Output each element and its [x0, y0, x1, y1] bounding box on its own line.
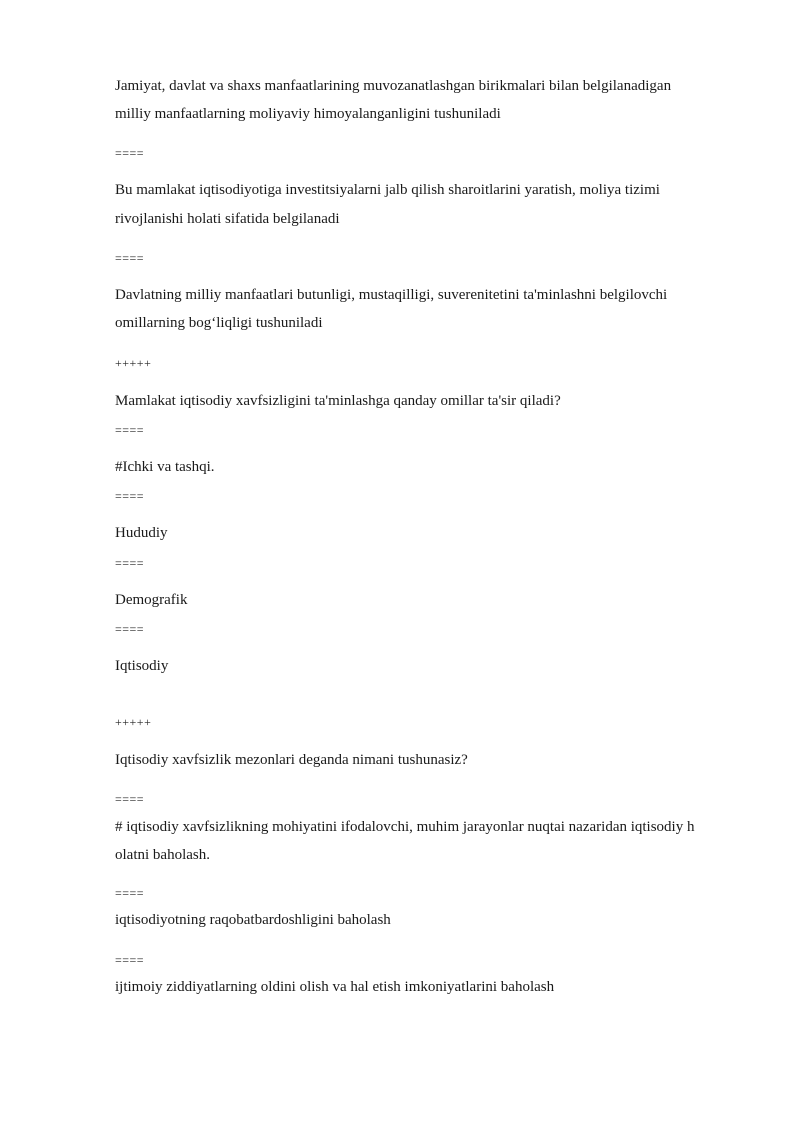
answer-line: Iqtisodiy	[115, 658, 169, 674]
answer-line: ijtimoiy ziddiyatlarning oldini olish va hal etish imkoniyatlarini baholash	[115, 979, 555, 995]
text-line: Jamiyat, davlat va shaxs manfaatlarining muvozanatlashgan birikmalari bilan belgilanadigan	[115, 78, 672, 94]
separator-line: ====	[115, 622, 145, 636]
separator-line: ====	[115, 146, 145, 160]
text-line: Davlatning milliy manfaatlari butunligi, mustaqilligi, suverenitetini ta'minlashni belgilovchi	[115, 287, 668, 303]
answer-line: # iqtisodiy xavfsizlikning mohiyatini ifodalovchi, muhim jarayonlar nuqtai nazaridan iqtisodiy h	[115, 819, 695, 835]
answer-line: #Ichki va tashqi.	[115, 459, 215, 475]
answer-line: iqtisodiyotning raqobatbardoshligini baholash	[115, 912, 391, 928]
answer-line: Hududiy	[115, 525, 168, 541]
answer-line: Demografik	[115, 592, 188, 608]
separator-line: ====	[115, 953, 145, 967]
answer-line: olatni baholash.	[115, 847, 210, 863]
question-line: Mamlakat iqtisodiy xavfsizligini ta'minlashga qanday omillar ta'sir qiladi?	[115, 393, 561, 409]
separator-line: ====	[115, 886, 145, 900]
separator-line: ====	[115, 489, 145, 503]
separator-line: +++++	[115, 715, 152, 729]
text-line: rivojlanishi holati sifatida belgilanadi	[115, 211, 340, 227]
separator-line: ====	[115, 251, 145, 265]
separator-line: ====	[115, 556, 145, 570]
separator-line: ====	[115, 423, 145, 437]
question-line: Iqtisodiy xavfsizlik mezonlari deganda nimani tushunasiz?	[115, 752, 468, 768]
text-line: omillarning bog‘liqligi tushuniladi	[115, 315, 323, 331]
text-line: milliy manfaatlarning moliyaviy himoyalanganligini tushuniladi	[115, 106, 501, 122]
separator-line: ====	[115, 792, 145, 806]
separator-line: +++++	[115, 356, 152, 370]
text-line: Bu mamlakat iqtisodiyotiga investitsiyalarni jalb qilish sharoitlarini yaratish, moliya tizimi	[115, 182, 660, 198]
